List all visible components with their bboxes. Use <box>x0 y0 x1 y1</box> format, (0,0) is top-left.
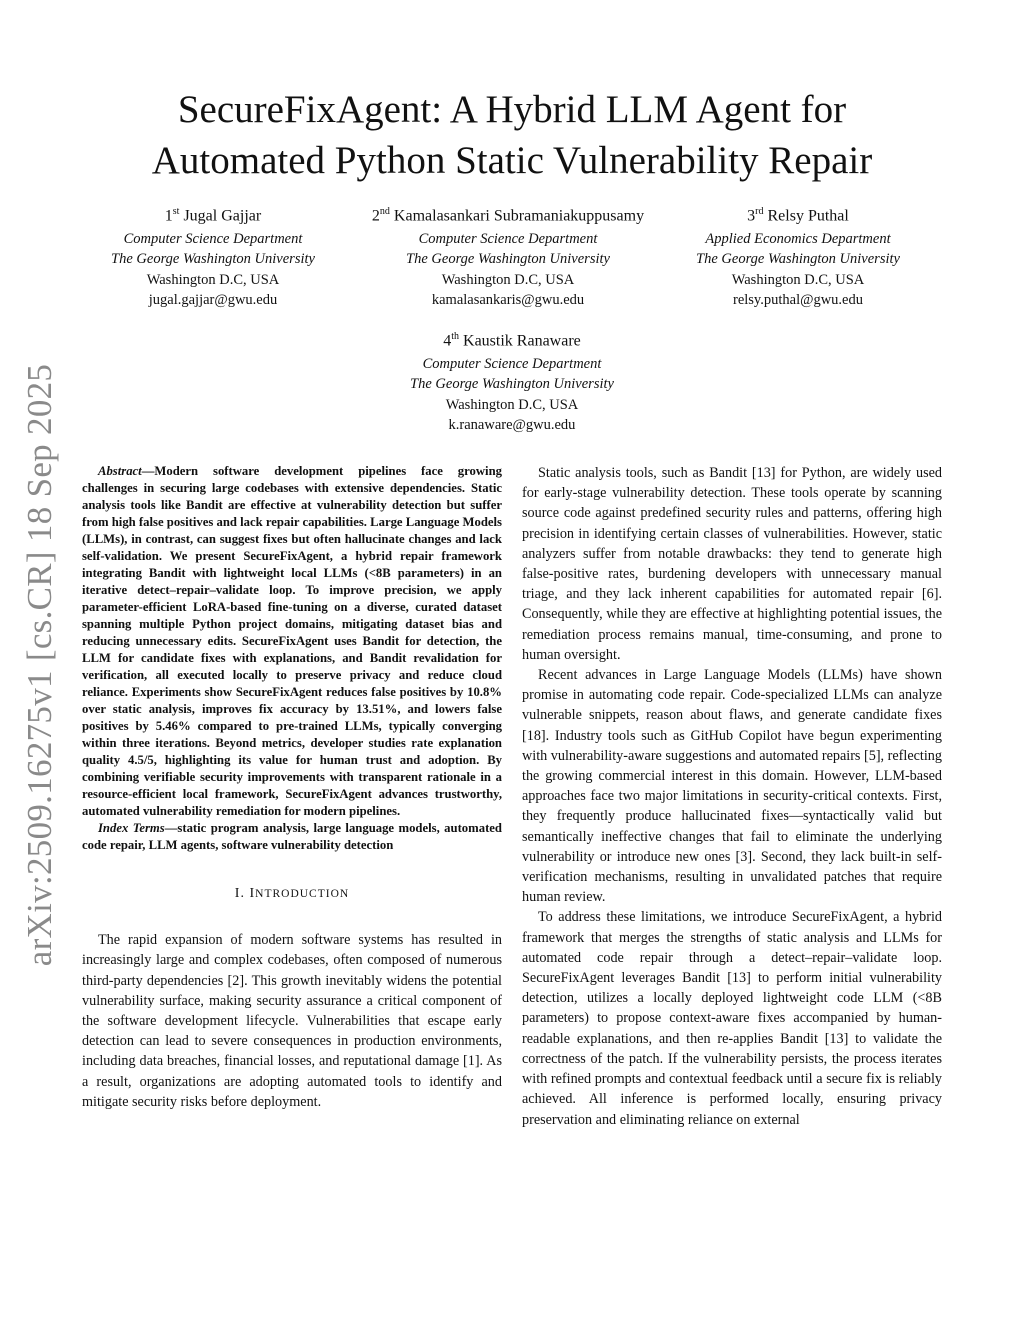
author-name-line: 2nd Kamalasankari Subramaniakuppusamy <box>371 206 645 225</box>
body-paragraph: The rapid expansion of modern software systems has resulted in increasingly large and complex codebases, often composed of numerous third-party dependencies [2]. This growth inevitably widens the potential vulnerability surface, making security assurance a critical component of the software development lifecycle. Vulnerabilities that escape early detection can lead to severe consequences in production environments, including data breaches, financial losses, and reputational damage [1]. As a result, organizations are adopting automated tools to identify and mitigate security risks before deployment. <box>82 932 502 1110</box>
author-university: The George Washington University <box>410 376 614 393</box>
author-department: Applied Economics Department <box>705 230 891 247</box>
body-paragraph: Recent advances in Large Language Models (LLMs) have shown promise in automating code repair. Code-specialized LLMs can analyze vulnerable snippets, reason about flaws, and generate candidate fixes [18]. Industry tools such as GitHub Copilot have begun experimenting with vulnerability-aware suggestions and automated repairs [5], reflecting the growing commercial interest in this domain. However, LLM-based approaches face two major limitations in security-critical contexts. First, they frequently produce hallucinated fixes—syntactically valid but semantically ineffective changes that fail to eliminate the underlying vulnerability or introduce new ones [3]. Second, they lack built-in self-verification mechanisms, resulting in unvalidated patches that require human review. <box>522 667 942 906</box>
author-block-1 <box>82 202 344 311</box>
body-paragraph: To address these limitations, we introduce SecureFixAgent, a hybrid framework that merges the strengths of static analysis and LLMs for automated code repair through a detect–repair–validate loop. SecureFixAgent leverages Bandit [13] to perform initial vulnerability detection, utilizes a locally deployed lightweight code LLM (<8B parameters) to propose context-aware fixes accompanied by human-readable explanations, and then re-applies Bandit [13] to validate the correctness of the patch. If the vulnerability persists, the process iterates with refined prompts and contextual feedback until a secure fix is reliably achieved. All inference is performed locally, ensuring privacy preservation and eliminating reliance on external <box>522 909 942 1128</box>
author-location: Washington D.C, USA <box>146 271 280 288</box>
author-department: Computer Science Department <box>418 230 598 247</box>
author-email: kamalasankaris@gwu.edu <box>431 292 585 309</box>
author-location: Washington D.C, USA <box>731 271 865 288</box>
left-column <box>82 463 502 1112</box>
index-terms-text: —static program analysis, large language models, automated code repair, LLM agents, software vulnerability detection <box>82 821 502 852</box>
author-name: Jugal Gajjar <box>183 207 262 225</box>
arxiv-identifier-stamp: arXiv:2509.16275v1 [cs.CR] 18 Sep 2025 <box>20 363 59 967</box>
author-email: relsy.puthal@gwu.edu <box>733 292 863 309</box>
author-block-3 <box>672 202 924 311</box>
paper-title <box>80 84 944 186</box>
author-email: jugal.gajjar@gwu.edu <box>148 292 278 309</box>
abstract-label: Abstract <box>98 464 142 478</box>
abstract <box>82 463 502 854</box>
abstract-text: —Modern software development pipelines face growing challenges in securing large codebases with extensive dependencies. Static analysis tools like Bandit are effective at vulnerability detection but suffer from high false positives and lack repair capabilities. Large Language Models (LLMs), in contrast, can suggest fixes but often hallucinate changes and lack self-validation. We present SecureFixAgent, a hybrid repair framework integrating Bandit with lightweight local LLMs (<8B parameters) in an iterative detect–repair–validate loop. To improve precision, we apply parameter-efficient LoRA-based fine-tuning on a diverse, curated dataset spanning multiple Python project domains, mitigating dataset bias and reducing unnecessary edits. SecureFixAgent uses Bandit for detection, the LLM for candidate fixes with explanations, and Bandit revalidation for verification, all executed locally to preserve privacy and reduce cloud reliance. Experiments show SecureFixAgent reduces false positives by 10.8% over static analysis, improves fix accuracy by 13.51%, and lowers false positives by 5.46% compared to pre-trained LLMs, typically converging within three iterations. Beyond metrics, developer studies rate explanation quality 4.5/5, highlighting its value for human trust and adoption. By combining verifiable security improvements with transparent rationale in a resource-efficient local framework, SecureFixAgent advances trustworthy, automated vulnerability remediation for modern pipelines. <box>82 464 502 818</box>
body-paragraph: Static analysis tools, such as Bandit [13] for Python, are widely used for early-stage vulnerability detection. These tools operate by scanning source code against predefined security rules and patterns, offering high precision in identifying certain classes of vulnerabilities. However, static analyzers suffer from notable drawbacks: they tend to generate high false-positive rates, burdening developers with unnecessary manual triage, and they lack inherent capabilities for automated repair [6]. Consequently, while they are effective at highlighting potential issues, the remediation process remains manual, time-consuming, and prone to human oversight. <box>522 465 942 663</box>
author-department: Computer Science Department <box>123 230 303 247</box>
title-line-2: Automated Python Static Vulnerability Repair <box>151 139 873 182</box>
index-terms-label: Index Terms <box>98 821 165 835</box>
right-column <box>522 463 942 1130</box>
author-name: Relsy Puthal <box>767 207 849 225</box>
author-name: Kaustik Ranaware <box>463 332 581 350</box>
author-name-line: 3rd Relsy Puthal <box>747 206 849 225</box>
title-line-1: SecureFixAgent: A Hybrid LLM Agent for <box>177 88 847 131</box>
section-heading-introduction: I. INTRODUCTION <box>234 886 350 901</box>
author-location: Washington D.C, USA <box>441 271 575 288</box>
author-name: Kamalasankari Subramaniakuppusamy <box>393 207 645 225</box>
author-name-line: 4th Kaustik Ranaware <box>443 331 581 350</box>
author-department: Computer Science Department <box>422 355 602 372</box>
author-block-2 <box>348 202 668 311</box>
author-location: Washington D.C, USA <box>445 396 579 413</box>
author-block-4 <box>362 327 662 436</box>
author-email: k.ranaware@gwu.edu <box>448 417 576 434</box>
author-university: The George Washington University <box>696 251 900 268</box>
author-name-line: 1st Jugal Gajjar <box>164 206 262 225</box>
author-university: The George Washington University <box>406 251 610 268</box>
author-university: The George Washington University <box>111 251 315 268</box>
